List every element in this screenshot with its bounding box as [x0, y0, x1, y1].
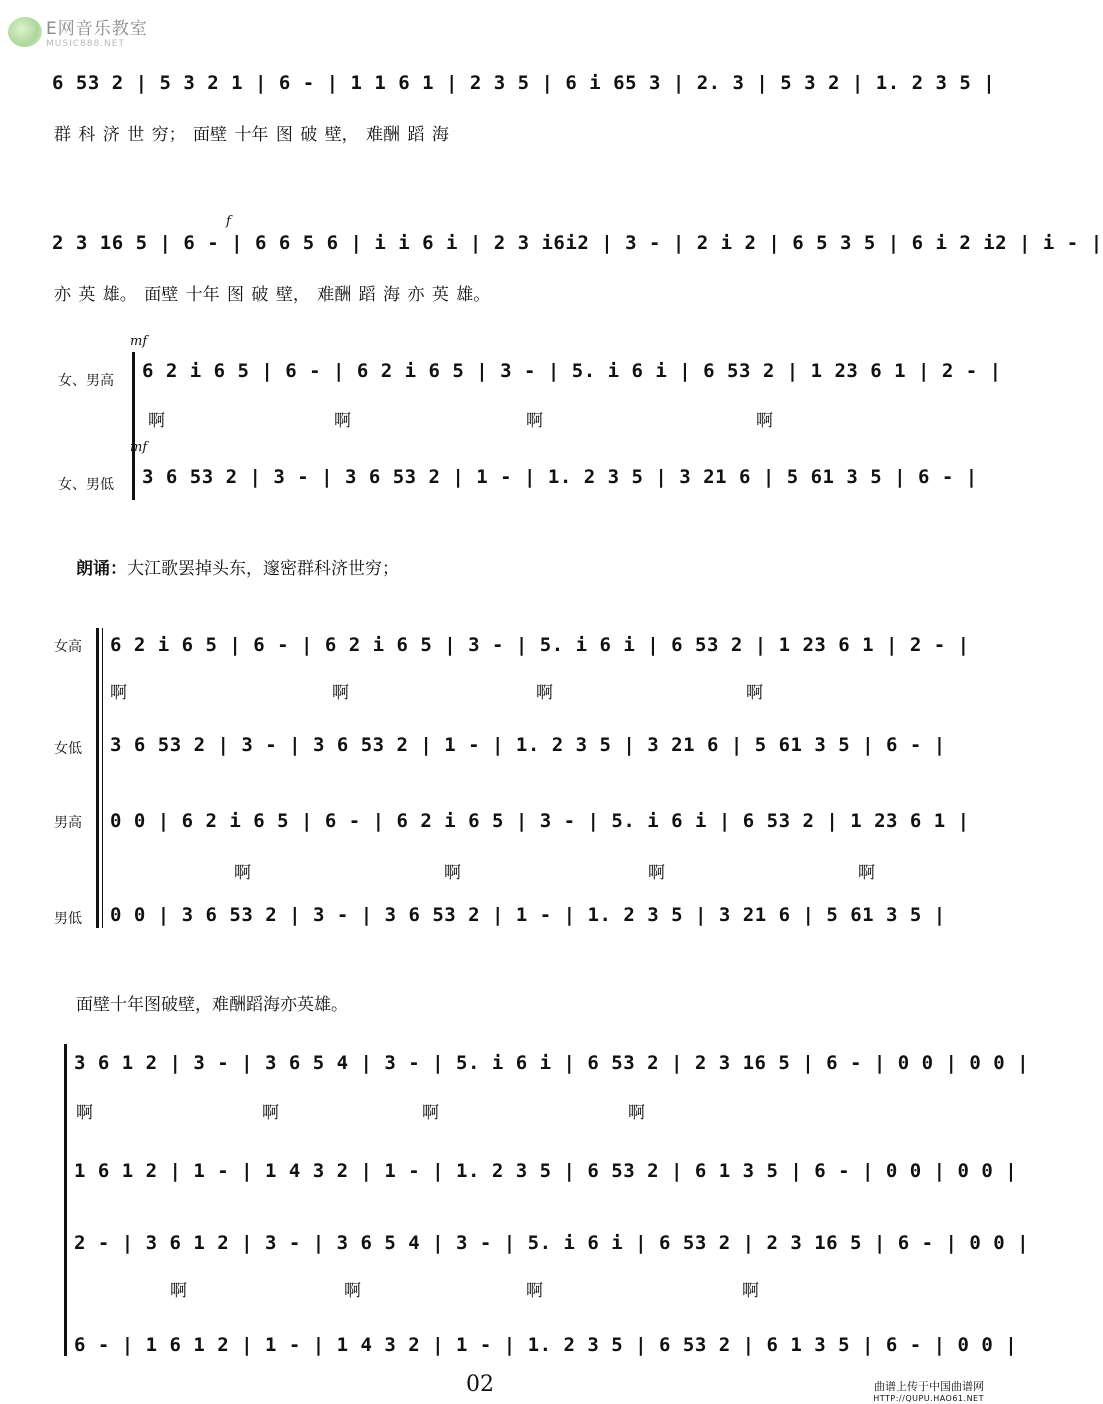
system2-dynamic: f	[226, 214, 231, 229]
system4-part4: 0 0 | 3 6 53 2 | 3 - | 3 6 53 2 | 1 - | 1. 2 3 5 | 3 21 6 | 5 61 3 5 |	[110, 904, 946, 926]
system5-bracket	[64, 1044, 67, 1356]
label-tenor: 男高	[54, 815, 82, 831]
system5-p1-lyric-1: 啊	[76, 1103, 93, 1123]
system4-p3-lyric-3: 啊	[648, 863, 665, 883]
system5-p1-lyric-3: 啊	[422, 1103, 439, 1123]
system2-notes: 2 3 16 5 | 6 - | 6 6 5 6 | i i 6 i | 2 3 i6i2 | 3 - | 2 i 2 | 6 5 3 5 | 6 i 2 i2 | i - |	[52, 232, 1103, 254]
system5-p3-lyric-4: 啊	[742, 1281, 759, 1301]
system3-dynamic-lower: mf	[130, 440, 148, 455]
label-soprano: 女高	[54, 639, 82, 655]
system5-p1-lyric-4: 啊	[628, 1103, 645, 1123]
system4-part3: 0 0 | 6 2 i 6 5 | 6 - | 6 2 i 6 5 | 3 - | 5. i 6 i | 6 53 2 | 1 23 6 1 |	[110, 810, 970, 832]
system3-lyric-3: 啊	[526, 411, 543, 431]
system3-lower-notes: 3 6 53 2 | 3 - | 3 6 53 2 | 1 - | 1. 2 3 5 | 3 21 6 | 5 61 3 5 | 6 - |	[142, 466, 978, 488]
system5-part3: 2 - | 3 6 1 2 | 3 - | 3 6 5 4 | 3 - | 5. i 6 i | 6 53 2 | 2 3 16 5 | 6 - | 0 0 |	[74, 1232, 1030, 1254]
system4-part2: 3 6 53 2 | 3 - | 3 6 53 2 | 1 - | 1. 2 3 5 | 3 21 6 | 5 61 3 5 | 6 - |	[110, 734, 946, 756]
label-upper-voices: 女、男高	[58, 373, 114, 389]
system1-notes: 6 53 2 | 5 3 2 1 | 6 - | 1 1 6 1 | 2 3 5 | 6 i 65 3 | 2. 3 | 5 3 2 | 1. 2 3 5 |	[52, 72, 996, 94]
system3-dynamic-upper: mf	[130, 334, 148, 349]
system4-p1-lyric-4: 啊	[746, 683, 763, 703]
narration-2: 面壁十年图破壁，难酬蹈海亦英雄。	[76, 995, 348, 1015]
page-number: 02	[466, 1372, 494, 1397]
footer-text: 曲谱上传于中国曲谱网	[874, 1380, 984, 1393]
system5-p3-lyric-2: 啊	[344, 1281, 361, 1301]
narration-1	[76, 554, 399, 579]
system4-p1-lyric-3: 啊	[536, 683, 553, 703]
system1-lyrics: 群 科 济 世 穷； 面壁 十年 图 破 壁， 难酬 蹈 海	[54, 125, 449, 145]
system3-lyric-2: 啊	[334, 411, 351, 431]
system4-part1: 6 2 i 6 5 | 6 - | 6 2 i 6 5 | 3 - | 5. i 6 i | 6 53 2 | 1 23 6 1 | 2 - |	[110, 634, 970, 656]
system5-part2: 1 6 1 2 | 1 - | 1 4 3 2 | 1 - | 1. 2 3 5 | 6 53 2 | 6 1 3 5 | 6 - | 0 0 | 0 0 |	[74, 1160, 1018, 1182]
system4-bracket	[96, 628, 99, 928]
system4-p3-lyric-2: 啊	[444, 863, 461, 883]
watermark-url: MUSIC888.NET	[46, 39, 125, 49]
label-lower-voices: 女、男低	[58, 477, 114, 493]
system4-bracket-inner	[102, 628, 103, 928]
system4-p1-lyric-2: 啊	[332, 683, 349, 703]
system5-part1: 3 6 1 2 | 3 - | 3 6 5 4 | 3 - | 5. i 6 i | 6 53 2 | 2 3 16 5 | 6 - | 0 0 | 0 0 |	[74, 1052, 1030, 1074]
system3-upper-notes: 6 2 i 6 5 | 6 - | 6 2 i 6 5 | 3 - | 5. i 6 i | 6 53 2 | 1 23 6 1 | 2 - |	[142, 360, 1002, 382]
system3-lyric-1: 啊	[148, 411, 165, 431]
watermark-logo	[8, 14, 148, 49]
system4-p1-lyric-1: 啊	[110, 683, 127, 703]
footer	[873, 1378, 984, 1403]
system5-p1-lyric-2: 啊	[262, 1103, 279, 1123]
watermark-name: E网音乐教室	[46, 19, 148, 39]
system4-p3-lyric-1: 啊	[234, 863, 251, 883]
footer-url: HTTP://QUPU.HAO61.NET	[873, 1394, 984, 1403]
label-alto: 女低	[54, 741, 82, 757]
system3-lyric-4: 啊	[756, 411, 773, 431]
system5-p3-lyric-1: 啊	[170, 1281, 187, 1301]
system2-lyrics: 亦 英 雄。 面壁 十年 图 破 壁， 难酬 蹈 海 亦 英 雄。	[54, 285, 491, 305]
narration-1-text: 大江歌罢掉头东，邃密群科济世穷；	[127, 559, 399, 579]
system4-p3-lyric-4: 啊	[858, 863, 875, 883]
label-bass: 男低	[54, 911, 82, 927]
system5-part4: 6 - | 1 6 1 2 | 1 - | 1 4 3 2 | 1 - | 1. 2 3 5 | 6 53 2 | 6 1 3 5 | 6 - | 0 0 |	[74, 1334, 1018, 1356]
system5-p3-lyric-3: 啊	[526, 1281, 543, 1301]
logo-icon	[8, 17, 42, 47]
narration-prefix: 朗诵：	[76, 559, 127, 579]
system3-bracket	[132, 352, 135, 500]
